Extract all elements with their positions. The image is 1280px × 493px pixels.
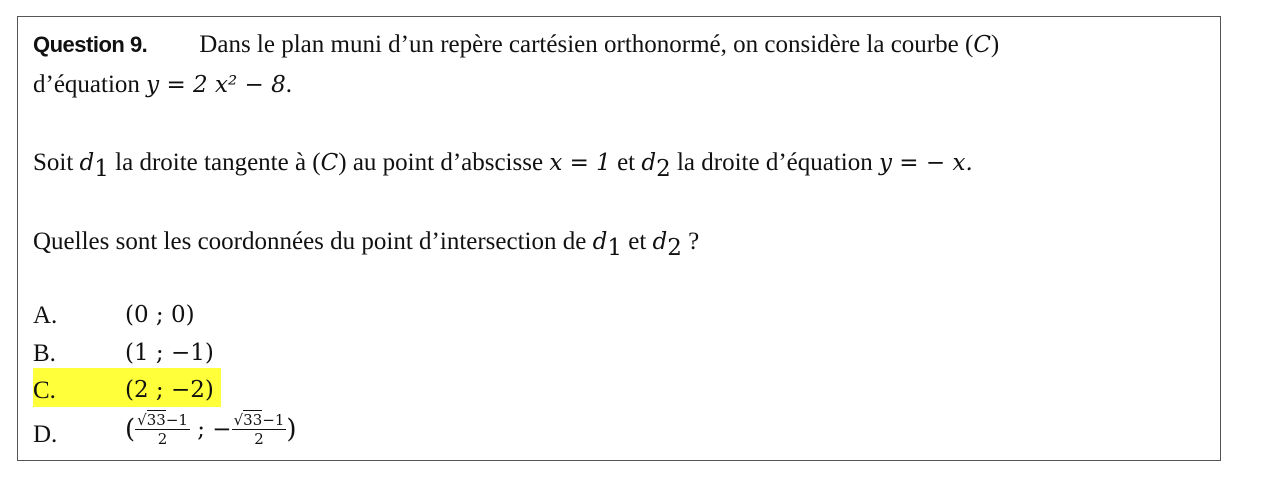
option-value: (0 ; 0) (125, 302, 195, 328)
text-segment: la droite d’équation (670, 149, 879, 176)
option-value: (2 ; −2) (125, 377, 214, 403)
d2-symbol: d (652, 229, 668, 255)
text-segment: ? (681, 228, 700, 255)
paren-close: ) (286, 414, 297, 445)
intro-end: ) (990, 31, 1000, 58)
separator: ; − (189, 416, 232, 443)
fraction-2 (232, 411, 287, 448)
fraction-1 (135, 411, 190, 448)
paren-open: ( (125, 414, 136, 445)
equation-text: y = 2 x² − 8 (146, 72, 286, 98)
fraction-denominator: 2 (254, 430, 264, 448)
text-segment: et (621, 228, 653, 255)
d1-symbol: d (592, 229, 608, 255)
question-line-1 (33, 30, 999, 60)
question-line-3 (33, 148, 973, 182)
question-line-2 (33, 70, 292, 100)
option-letter: A. (33, 302, 58, 329)
d2-subscript: 2 (656, 156, 671, 182)
text-segment: Quelles sont les coordonnées du point d’intersection de (33, 228, 593, 255)
d1-subscript: 1 (607, 235, 622, 261)
option-letter: C. (33, 377, 56, 404)
text-segment: et (610, 149, 642, 176)
equation-prefix: d’équation (33, 71, 147, 98)
curve-equation (146, 72, 286, 98)
option-letter: B. (33, 340, 56, 367)
option-letter: D. (33, 421, 58, 448)
curve-name: C (973, 32, 991, 58)
d2-equation: y = − x. (879, 150, 973, 176)
option-value (125, 411, 297, 448)
d2-symbol: d (641, 150, 657, 176)
question-label: Question 9. (33, 32, 148, 57)
text-segment: ) au point d’abscisse (338, 149, 550, 176)
abscissa-condition: x = 1 (549, 150, 611, 176)
numerator-rest: −1 (262, 411, 285, 429)
text-segment: Soit (33, 149, 80, 176)
question-line-4 (33, 227, 700, 261)
fraction-numerator: √33−1 (233, 411, 285, 429)
radicand: 33 (243, 411, 263, 429)
d1-subscript: 1 (94, 156, 109, 182)
curve-name-ref: C (320, 150, 339, 176)
intro-text: Dans le plan muni d’un repère cartésien orthonormé, on considère la courbe ( (199, 31, 974, 58)
d1-symbol: d (79, 150, 95, 176)
radicand: 33 (146, 411, 166, 429)
numerator-rest: −1 (165, 411, 188, 429)
text-segment: la droite tangente à ( (108, 149, 321, 176)
fraction-numerator: √33−1 (137, 411, 188, 429)
equation-end: . (285, 71, 292, 98)
d2-subscript: 2 (667, 235, 682, 261)
fraction-denominator: 2 (157, 430, 168, 448)
option-value: (1 ; −1) (125, 340, 214, 366)
